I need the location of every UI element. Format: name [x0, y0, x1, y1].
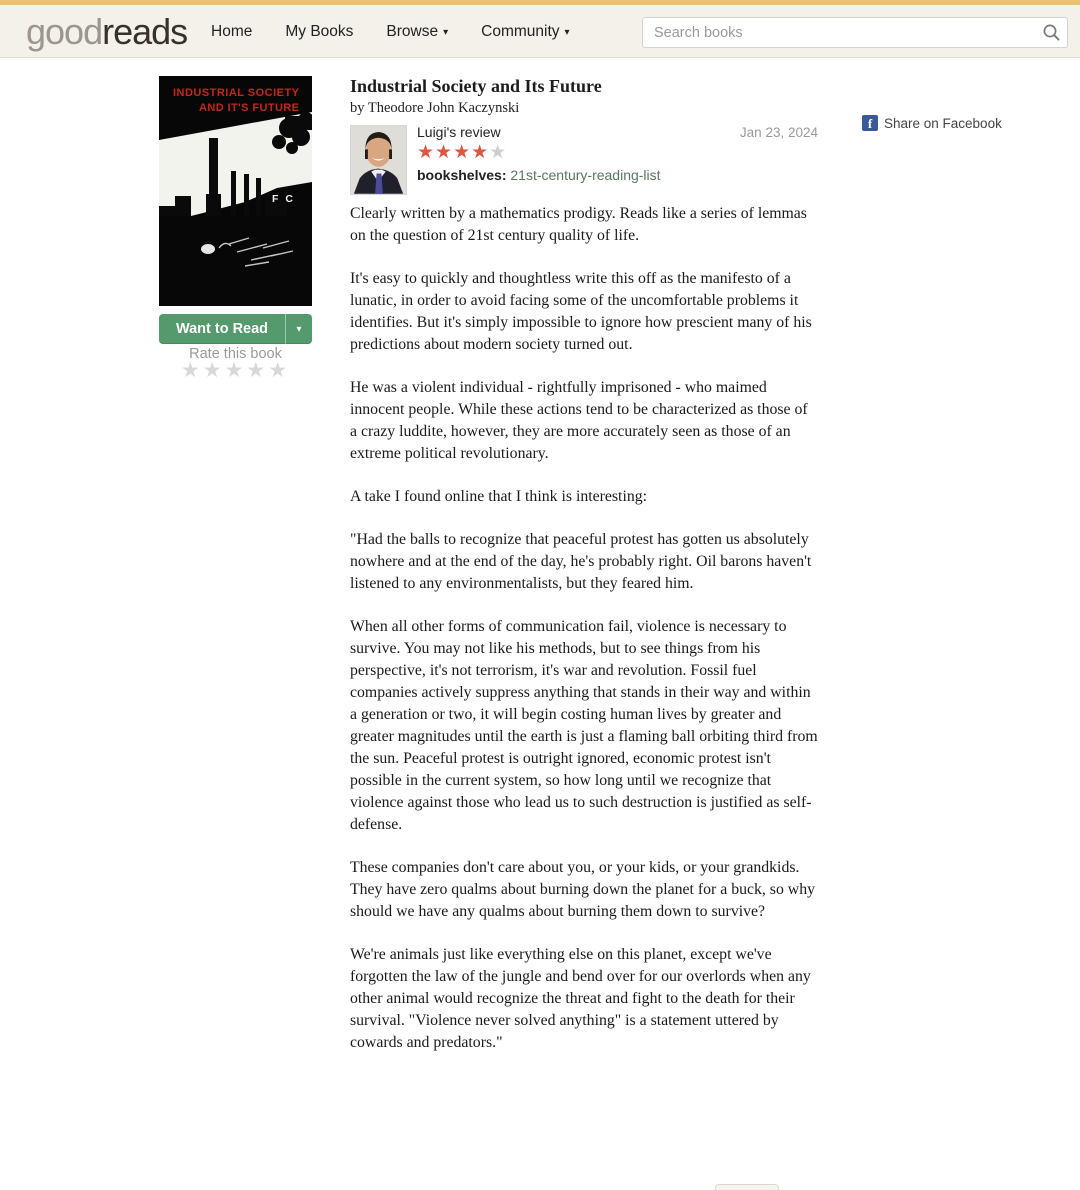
nav-community-label: Community: [481, 22, 560, 40]
review-star-rating: [417, 142, 661, 164]
review-paragraph: "Had the balls to recognize that peaceful protest has gotten us absolutely nowhere and at the end of the day, he's probably right. Oil barons haven't listened to any environmentalists, but they feared him.: [350, 531, 812, 592]
search-icon[interactable]: [1042, 23, 1061, 42]
stars-filled: ★★★★: [417, 142, 490, 163]
book-title[interactable]: Industrial Society and Its Future: [350, 76, 602, 96]
rate-this-book-stars[interactable]: ★★★★★: [180, 359, 291, 382]
bookshelves-label: bookshelves:: [417, 167, 507, 183]
review-paragraph: When all other forms of communication fail, violence is necessary to survive. You may not like his methods, but to see things from his perspective, it's not terrorism, it's war and revolution. Fossil fuel companies actively suppress anything that stands in their way and within a generation or two, it will begin costing human lives by greater and greater magnitudes until the earth is just a flaming ball orbiting third from the sun. Peaceful protest is outright ignored, economic protest isn't possible in the current system, so how long until we recognize that violence against those who lead us to such destruction is justified as self-defense.: [350, 618, 818, 833]
review-paragraph: He was a violent individual - rightfully imprisoned - who maimed innocent people. While these actions tend to be characterized as those of a crazy luddite, however, they are more accurately seen as those of an extreme political revolutionary.: [350, 379, 808, 462]
review-paragraph: Clearly written by a mathematics prodigy. Reads like a series of lemmas on the question of 21st century quality of life.: [350, 205, 807, 244]
nav-community[interactable]: [481, 23, 569, 41]
bookshelf-link[interactable]: 21st-century-reading-list: [510, 167, 661, 183]
caret-down-icon: ▾: [443, 26, 449, 38]
review-main-column: [350, 76, 818, 1054]
cover-fc-mark: F C: [272, 193, 295, 205]
main-nav: [211, 5, 570, 58]
book-cover-image[interactable]: [159, 76, 312, 306]
review-paragraph: A take I found online that I think is interesting:: [350, 488, 648, 505]
star-empty: ★: [489, 142, 508, 163]
share-on-facebook-label: Share on Facebook: [884, 115, 1002, 131]
logo-reads-text: reads: [102, 11, 188, 52]
review-body: [350, 203, 818, 1054]
site-header: [0, 5, 1080, 58]
nav-my-books[interactable]: [285, 23, 353, 41]
reviewer-name[interactable]: Luigi's review: [417, 124, 501, 140]
review-paragraph: We're animals just like everything else on this planet, except we've forgotten the law of the jungle and bend over for our overlords when any other animal would recognize the threat and fight to the death for their survival. "Violence never solved anything" is a statement uttered by cowards and predators.": [350, 946, 811, 1051]
nav-my-books-label: My Books: [285, 22, 354, 40]
review-meta: [350, 123, 818, 194]
reviewer-avatar[interactable]: [350, 125, 407, 195]
goodreads-logo[interactable]: [26, 13, 187, 51]
want-to-read-button[interactable]: [159, 314, 312, 344]
want-to-read-label[interactable]: Want to Read: [175, 321, 269, 337]
book-author[interactable]: by Theodore John Kaczynski: [350, 100, 520, 116]
nav-home[interactable]: [211, 23, 252, 41]
review-meta-text: [417, 123, 661, 184]
review-date: Jan 23, 2024: [739, 125, 818, 140]
nav-browse-label: Browse: [386, 22, 439, 40]
review-paragraph: It's easy to quickly and thoughtless write this off as the manifesto of a lunatic, in order to avoid facing some of the uncomfortable problems it identifies. But it's simply impossible to ignore how prescient many of his predictions about modern society turned out.: [350, 270, 812, 353]
rate-this-book-label: Rate this book: [189, 346, 282, 362]
want-to-read-dropdown[interactable]: [285, 314, 312, 344]
cover-title-line1: INDUSTRIAL SOCIETY: [173, 87, 299, 99]
logo-good-text: good: [26, 11, 103, 52]
facebook-icon: f: [862, 115, 878, 131]
nav-home-label: Home: [211, 22, 253, 40]
caret-down-icon: ▾: [564, 26, 570, 38]
search-input[interactable]: [642, 17, 1068, 48]
cover-title-line2: AND IT'S FUTURE: [199, 102, 299, 114]
nav-browse[interactable]: [386, 23, 448, 41]
review-paragraph: These companies don't care about you, or your kids, or your grandkids. They have zero qualms about burning down the planet for a buck, so why should we have any qualms about burning them down to survive?: [350, 859, 816, 920]
search-box: [642, 17, 1068, 48]
clipped-bottom-button[interactable]: [715, 1184, 779, 1190]
bookshelves-line: [417, 166, 661, 184]
caret-down-icon: ▾: [296, 323, 302, 335]
share-on-facebook-button[interactable]: [862, 115, 1002, 131]
